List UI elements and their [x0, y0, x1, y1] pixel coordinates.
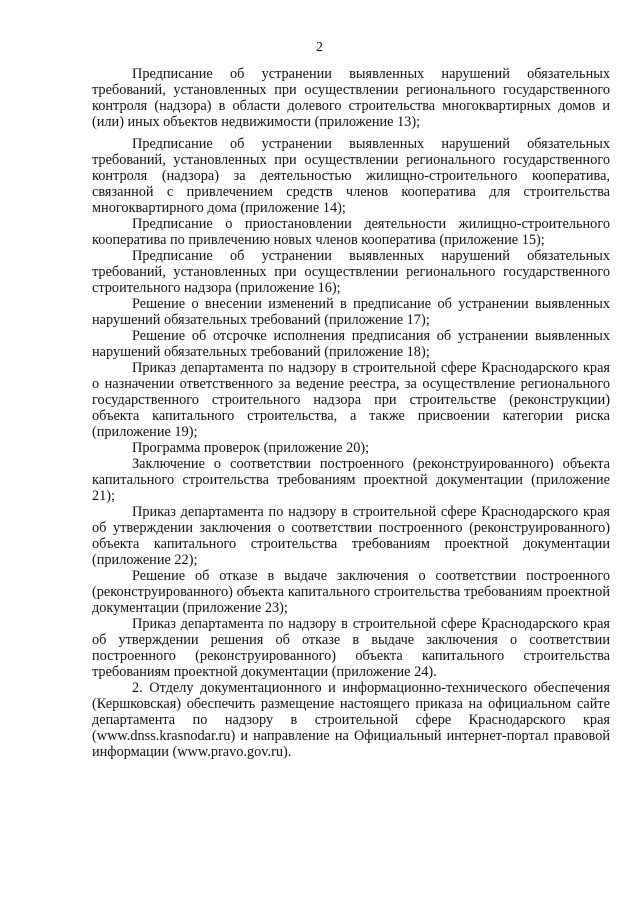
- page-number: 2: [316, 40, 323, 55]
- paragraph-appendix-21: Заключение о соответствии построенного (реконструированного) объекта капитального строительства требованиям проектной документации (приложение 21);: [92, 456, 610, 504]
- document-body: [92, 66, 610, 760]
- paragraph-appendix-18: Решение об отсрочке исполнения предписания об устранении выявленных нарушений обязательных требований (приложение 18);: [92, 328, 610, 360]
- paragraph-appendix-14: Предписание об устранении выявленных нарушений обязательных требований, установленных при осуществлении регионального государственного контроля (надзора) за деятельностью жилищно-строительного кооператива, связанной с привлечением средств членов кооператива для строительства многоквартирного дома (приложение 14);: [92, 136, 610, 216]
- paragraph-appendix-17: Решение о внесении изменений в предписание об устранении выявленных нарушений обязательных требований (приложение 17);: [92, 296, 610, 328]
- paragraph-appendix-24: Приказ департамента по надзору в строительной сфере Краснодарского края об утверждении решения об отказе в выдаче заключения о соответствии построенного (реконструированного) объекта капитального строительства требованиям проектной документации (приложение 24).: [92, 616, 610, 680]
- paragraph-appendix-16: Предписание об устранении выявленных нарушений обязательных требований, установленных при осуществлении регионального государственного строительного надзора (приложение 16);: [92, 248, 610, 296]
- paragraph-appendix-19: Приказ департамента по надзору в строительной сфере Краснодарского края о назначении ответственного за ведение реестра, за осуществление регионального государственного строительного надзора при строительстве (реконструкции) объекта капитального строительства, а также присвоении категории риска (приложение 19);: [92, 360, 610, 440]
- paragraph-appendix-13: Предписание об устранении выявленных нарушений обязательных требований, установленных при осуществлении регионального государственного контроля (надзора) в области долевого строительства многоквартирных домов и (или) иных объектов недвижимости (приложение 13);: [92, 66, 610, 130]
- paragraph-appendix-15: Предписание о приостановлении деятельности жилищно-строительного кооператива по привлечению новых членов кооператива (приложение 15);: [92, 216, 610, 248]
- paragraph-clause-2: 2. Отделу документационного и информационно-технического обеспечения (Кершковская) обеспечить размещение настоящего приказа на официальном сайте департамента по надзору в строительной сфере Краснодарского края (www.dnss.krasnodar.ru) и направление на Официальный интернет-портал правовой информации (www.pravo.gov.ru).: [92, 680, 610, 760]
- paragraph-appendix-23: Решение об отказе в выдаче заключения о соответствии построенного (реконструированного) объекта капитального строительства требованиям проектной документации (приложение 23);: [92, 568, 610, 616]
- paragraph-appendix-20: Программа проверок (приложение 20);: [132, 440, 370, 456]
- paragraph-appendix-22: Приказ департамента по надзору в строительной сфере Краснодарского края об утверждении заключения о соответствии построенного (реконструированного) объекта капитального строительства требованиям проектной документации (приложение 22);: [92, 504, 610, 568]
